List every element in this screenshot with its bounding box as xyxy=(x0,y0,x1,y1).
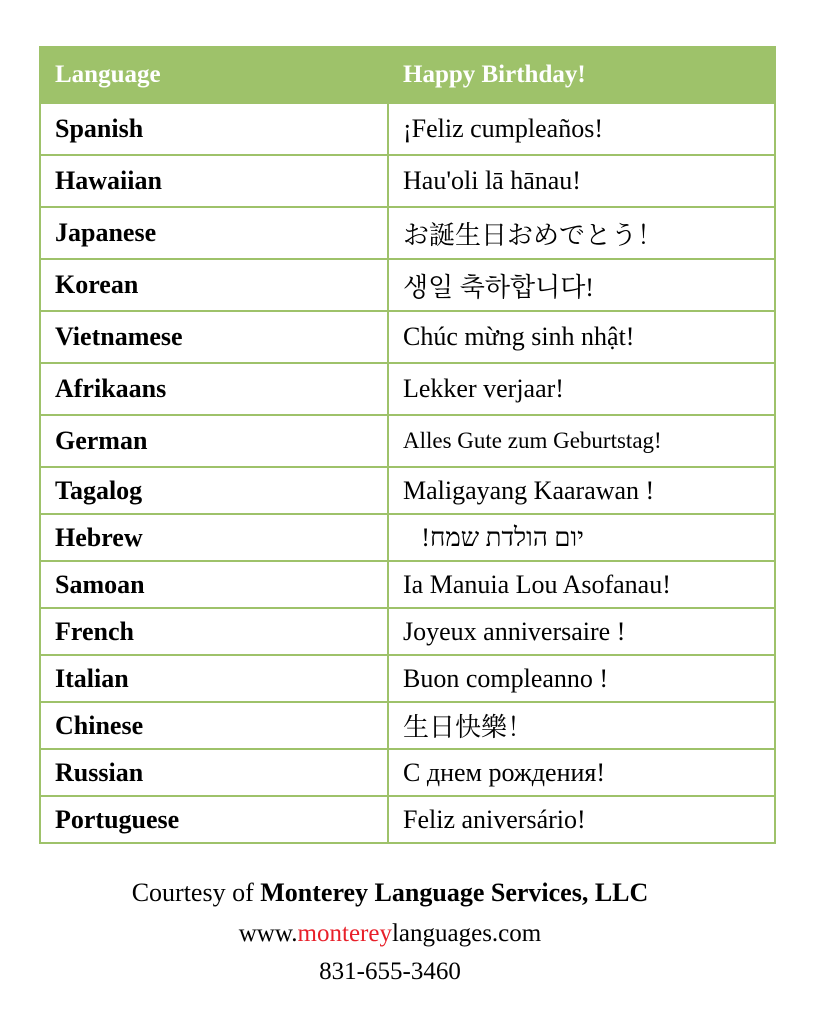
greeting-cell: Chúc mừng sinh nhật! xyxy=(388,311,775,363)
table-row xyxy=(40,467,775,514)
table-row xyxy=(40,749,775,796)
language-cell: Chinese xyxy=(40,702,388,749)
language-cell: Japanese xyxy=(40,207,388,259)
greeting-cell: 生日快樂！ xyxy=(388,702,775,749)
language-cell: Afrikaans xyxy=(40,363,388,415)
greeting-cell: ¡Feliz cumpleaños! xyxy=(388,103,775,155)
greeting-cell: Lekker verjaar! xyxy=(388,363,775,415)
greeting-cell: お誕生日おめでとう！ xyxy=(388,207,775,259)
greeting-cell: יום הולדת שמח! xyxy=(388,514,775,561)
greeting-cell: 생일 축하합니다! xyxy=(388,259,775,311)
courtesy-line xyxy=(0,878,780,908)
language-cell: Spanish xyxy=(40,103,388,155)
greeting-cell: Joyeux anniversaire ! xyxy=(388,608,775,655)
table-row xyxy=(40,103,775,155)
language-cell: Hebrew xyxy=(40,514,388,561)
greeting-cell: Ia Manuia Lou Asofanau! xyxy=(388,561,775,608)
language-cell: Tagalog xyxy=(40,467,388,514)
phone-number: 831-655-3460 xyxy=(319,958,461,985)
greeting-cell: Buon compleanno ! xyxy=(388,655,775,702)
courtesy-prefix: Courtesy of xyxy=(131,878,261,907)
greeting-cell: С днем рождения! xyxy=(388,749,775,796)
table-header-row xyxy=(40,47,775,103)
language-cell: German xyxy=(40,415,388,467)
table-row xyxy=(40,796,775,843)
greeting-cell: Maligayang Kaarawan ! xyxy=(388,467,775,514)
table-row xyxy=(40,561,775,608)
birthday-table xyxy=(39,46,776,844)
greeting-cell: Feliz aniversário! xyxy=(388,796,775,843)
header-greeting: Happy Birthday! xyxy=(388,47,775,103)
language-cell: Vietnamese xyxy=(40,311,388,363)
header-language: Language xyxy=(40,47,388,103)
company-name: Monterey Language Services, LLC xyxy=(260,878,649,907)
language-cell: Russian xyxy=(40,749,388,796)
url-prefix: www. xyxy=(238,920,298,947)
table-row xyxy=(40,259,775,311)
greeting-cell: Alles Gute zum Geburtstag! xyxy=(388,415,775,467)
language-cell: Portuguese xyxy=(40,796,388,843)
website-link[interactable] xyxy=(0,920,780,948)
table-row xyxy=(40,155,775,207)
language-cell: Italian xyxy=(40,655,388,702)
language-cell: Hawaiian xyxy=(40,155,388,207)
table-row xyxy=(40,514,775,561)
language-cell: Korean xyxy=(40,259,388,311)
language-cell: Samoan xyxy=(40,561,388,608)
table-row xyxy=(40,415,775,467)
url-highlight: monterey xyxy=(297,920,392,947)
greeting-cell: Hau'oli lā hānau! xyxy=(388,155,775,207)
table-row xyxy=(40,363,775,415)
table-row xyxy=(40,655,775,702)
url-suffix: languages.com xyxy=(391,920,542,947)
language-cell: French xyxy=(40,608,388,655)
table-row xyxy=(40,311,775,363)
table-row xyxy=(40,702,775,749)
table-row xyxy=(40,207,775,259)
table-row xyxy=(40,608,775,655)
